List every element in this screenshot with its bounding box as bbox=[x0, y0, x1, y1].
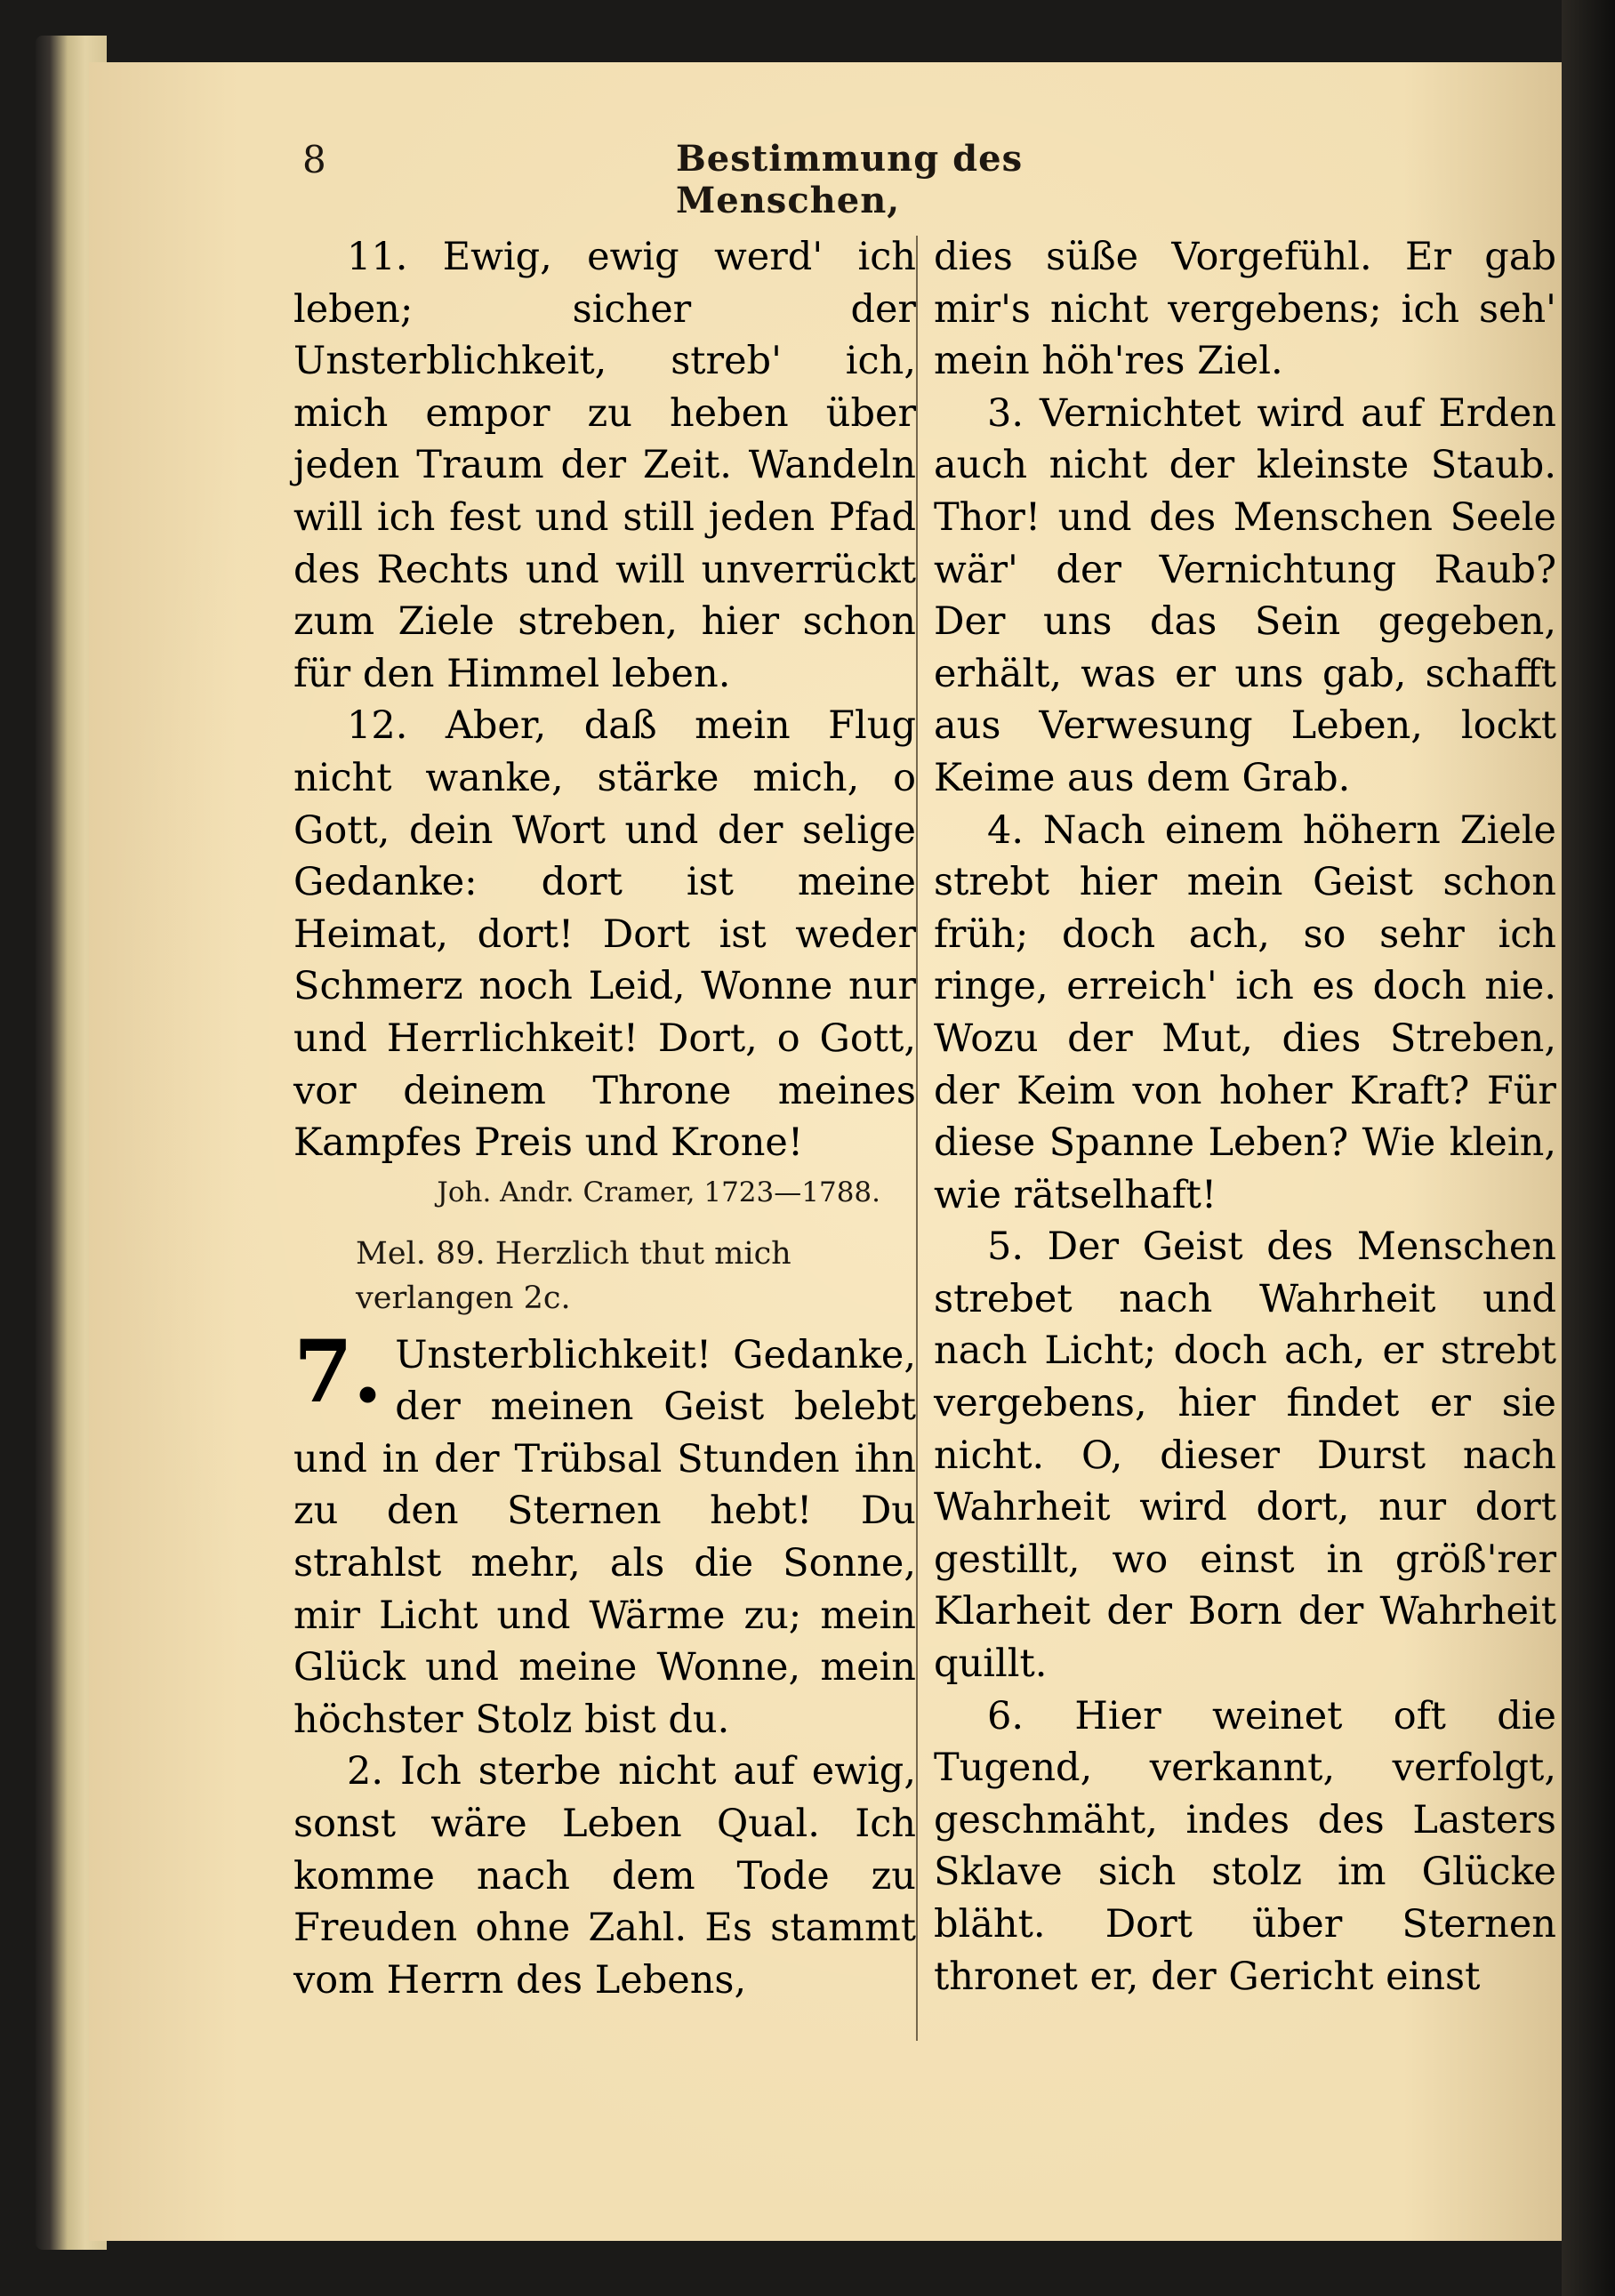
hymn-7-verse-2: 2. Ich sterbe nicht auf ewig, sonst wäre Leben Qual. Ich komme nach dem Tode zu Freuden ohne Zahl. Es stammt vom Herrn des Lebens, bbox=[293, 1749, 916, 2003]
column-divider bbox=[916, 236, 918, 2041]
hymn-number: 7. bbox=[293, 1321, 383, 1422]
page-number: 8 bbox=[302, 138, 326, 181]
verse-11: 11. Ewig, ewig werd' ich leben; sicher der Unsterblichkeit, streb' ich, mich empor zu heben über jeden Traum der Zeit. Wandeln will ich fest und still jeden Pfad des Rechts und will unverrückt zum Ziele streben, hier schon für den Himmel leben. bbox=[293, 235, 916, 696]
verse-6: 6. Hier weinet oft die Tugend, verkannt, verfolgt, geschmäht, indes des Lasters Sklave sich stolz im Glücke bläht. Dort über Sternen thronet er, der Gericht einst bbox=[934, 1693, 1556, 1999]
right-column bbox=[934, 231, 1556, 2003]
melody-reference: Mel. 89. Herzlich thut mich verlangen 2c. bbox=[356, 1235, 791, 1316]
running-title: Bestimmung des Menschen, bbox=[676, 138, 1024, 221]
left-column bbox=[293, 231, 916, 2006]
verse-4: 4. Nach einem höhern Ziele strebt hier mein Geist schon früh; doch ach, so sehr ich ringe, erreich' ich es doch nie. Wozu der Mut, dies Streben, der Keim von hoher Kraft? Für diese Spanne Leben? Wie klein, wie rätselhaft! bbox=[934, 807, 1556, 1217]
verse-3: 3. Vernichtet wird auf Erden auch nicht der kleinste Staub. Thor! und des Menschen Seele wär' der Vernichtung Raub? Der uns das Sein gegeben, erhält, was er uns gab, schafft aus Verwesung Leben, lockt Keime aus dem Grab. bbox=[934, 390, 1556, 800]
book-cover-edge bbox=[1562, 0, 1615, 2296]
verse-12: 12. Aber, daß mein Flug nicht wanke, stärke mich, o Gott, dein Wort und der selige Gedanke: dort ist meine Heimat, dort! Dort ist weder Schmerz noch Leid, Wonne nur und Herrlichkeit! Dort, o Gott, vor deinem Throne meines Kampfes Preis und Krone! bbox=[293, 703, 916, 1166]
verse-2-continued: dies süße Vorgefühl. Er gab mir's nicht vergebens; ich seh' mein höh'res Ziel. bbox=[934, 235, 1556, 384]
verse-5: 5. Der Geist des Menschen strebet nach Wahrheit und nach Licht; doch ach, er strebt vergebens, hier findet er sie nicht. O, dieser Durst nach Wahrheit wird dort, nur dort gestillt, wo einst in größ'rer Klarheit der Born der Wahrheit quillt. bbox=[934, 1224, 1556, 1687]
hymn-7-verse-1: Unsterblichkeit! Gedanke, der meinen Geist belebt und in der Trübsal Stunden ihn zu den Sternen hebt! Du strahlst mehr, als die Sonne, mir Licht und Wärme zu; mein Glück und meine Wonne, mein höchster Stolz bist du. bbox=[293, 1332, 916, 1742]
hymn-7 bbox=[293, 1321, 916, 1746]
running-header bbox=[302, 138, 1192, 221]
author-attribution: Joh. Andr. Cramer, 1723—1788. bbox=[437, 1176, 880, 1208]
